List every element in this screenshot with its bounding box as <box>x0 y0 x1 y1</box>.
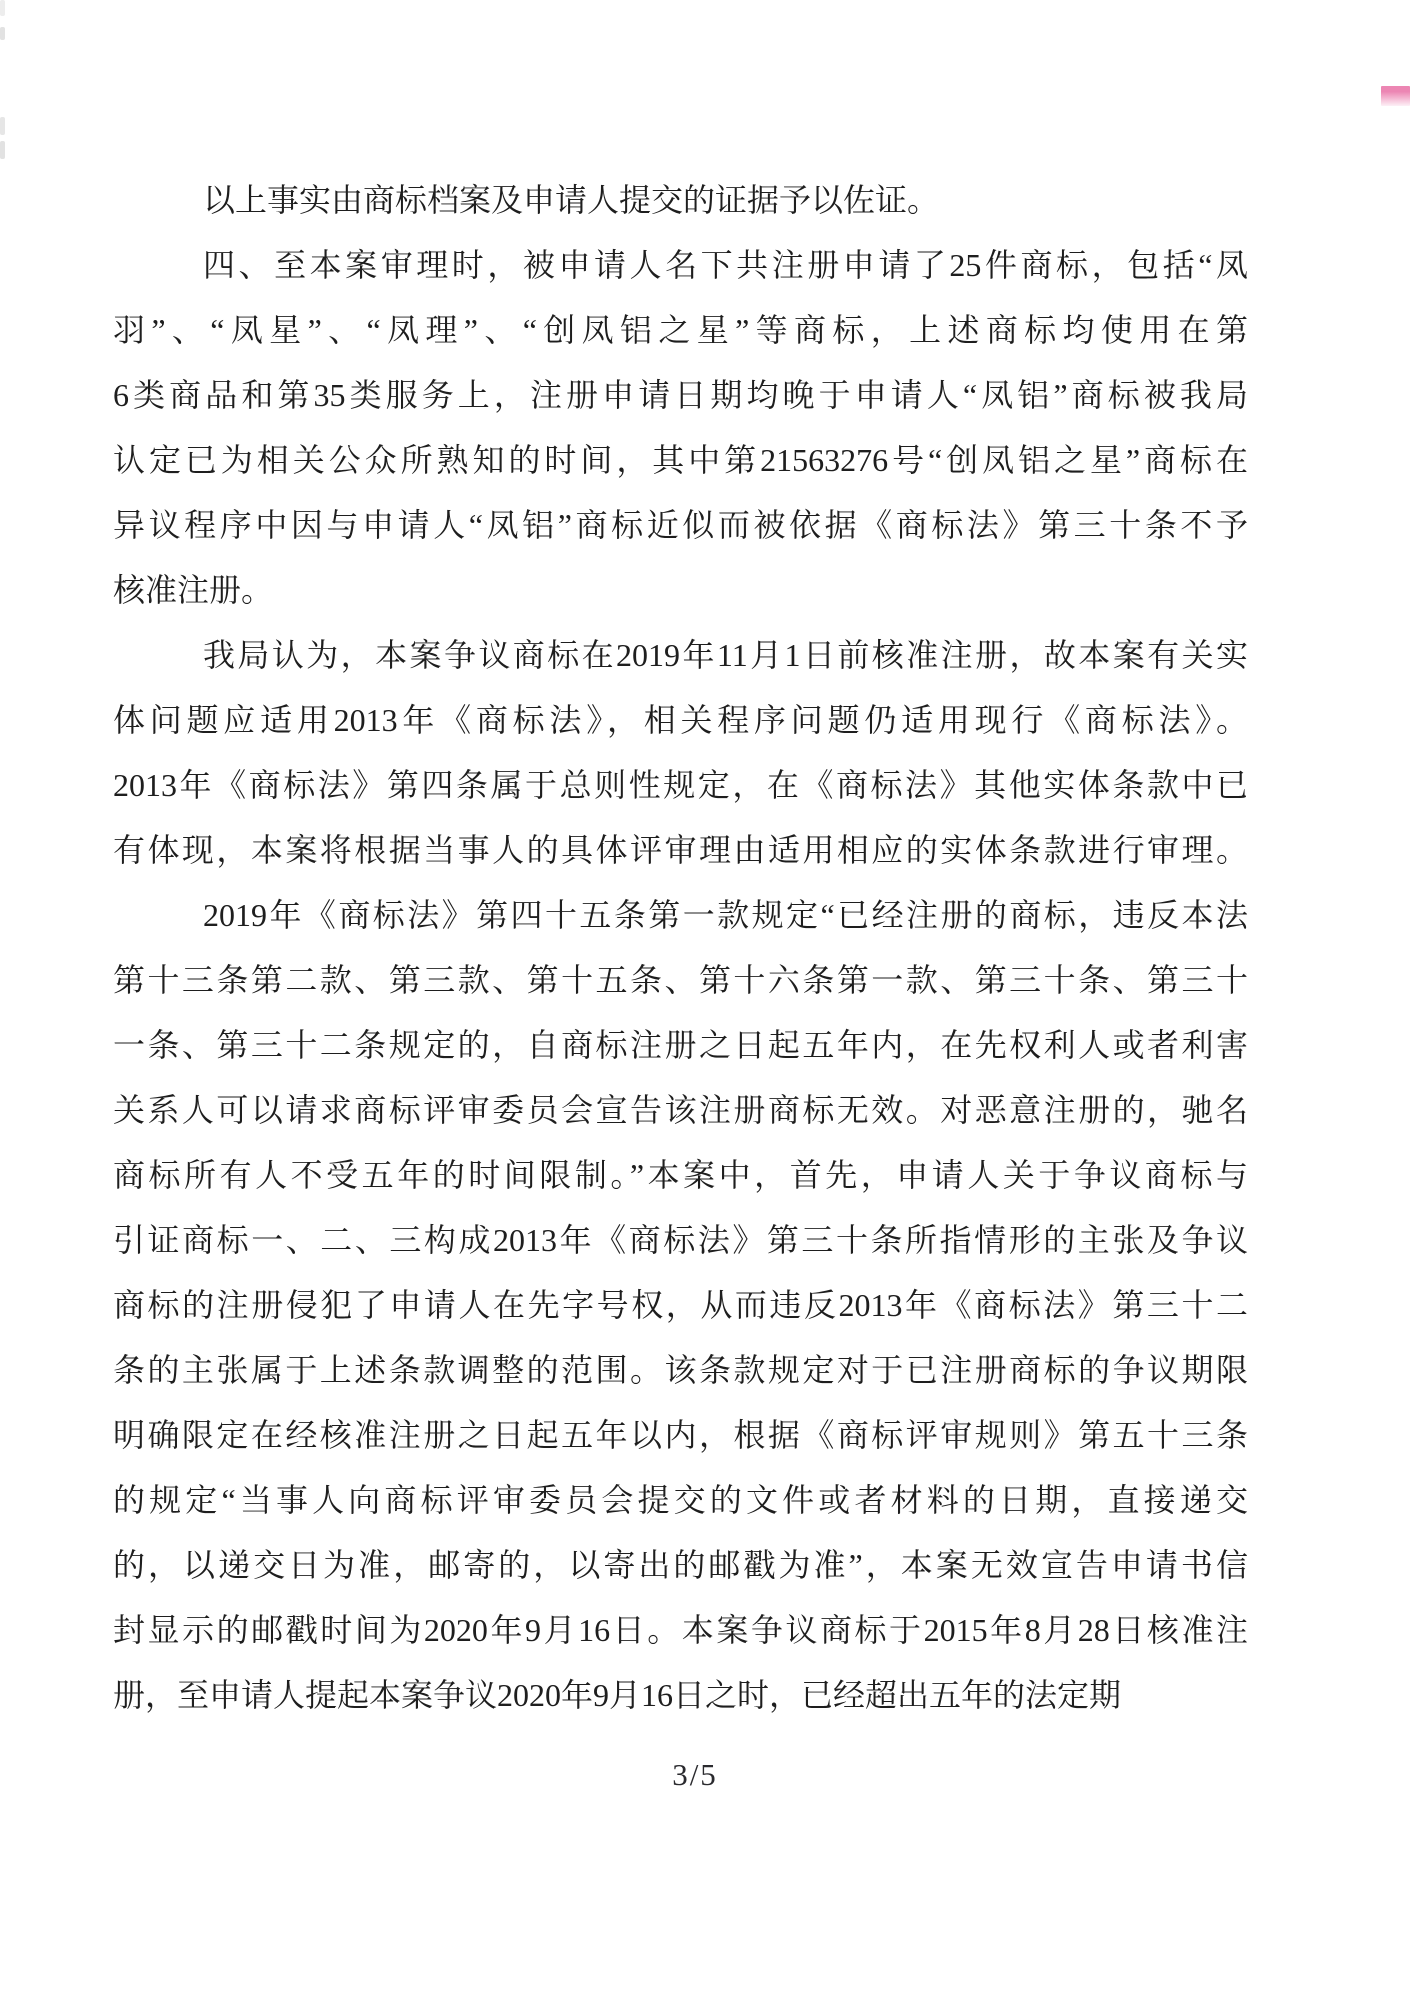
text-line: 商标所有人不受五年的时间限制。”本案中，首先，申请人关于争议商标与 <box>113 1157 1248 1193</box>
page-number: 3/5 <box>672 1757 718 1792</box>
text-line: 一条、第三十二条规定的，自商标注册之日起五年内，在先权利人或者利害 <box>113 1027 1248 1063</box>
scan-artifact <box>0 141 5 159</box>
text-line: 羽”、“凤星”、“凤理”、“创凤铝之星”等商标，上述商标均使用在第 <box>113 312 1248 348</box>
text-line: 的，以递交日为准，邮寄的，以寄出的邮戳为准”，本案无效宣告申请书信 <box>113 1547 1248 1583</box>
text-line: 的规定“当事人向商标评审委员会提交的文件或者材料的日期，直接递交 <box>113 1482 1248 1518</box>
text-line: 商标的注册侵犯了申请人在先字号权，从而违反2013年《商标法》第三十二 <box>113 1287 1248 1323</box>
scan-artifact <box>0 0 5 16</box>
text-line: 有体现，本案将根据当事人的具体评审理由适用相应的实体条款进行审理。 <box>113 832 1248 868</box>
text-line: 引证商标一、二、三构成2013年《商标法》第三十条所指情形的主张及争议 <box>113 1222 1248 1258</box>
text-line: 封显示的邮戳时间为2020年9月16日。本案争议商标于2015年8月28日核准注 <box>113 1612 1248 1648</box>
text-line: 核准注册。 <box>113 572 274 608</box>
scan-artifact <box>0 117 5 135</box>
text-line: 第十三条第二款、第三款、第十五条、第十六条第一款、第三十条、第三十 <box>113 962 1248 998</box>
text-line: 以上事实由商标档案及申请人提交的证据予以佐证。 <box>203 182 940 218</box>
pink-highlighter-mark <box>1381 86 1410 106</box>
scan-artifact <box>0 27 5 40</box>
text-line: 关系人可以请求商标评审委员会宣告该注册商标无效。对恶意注册的，驰名 <box>113 1092 1248 1128</box>
text-line: 条的主张属于上述条款调整的范围。该条款规定对于已注册商标的争议期限 <box>113 1352 1248 1388</box>
text-line: 异议程序中因与申请人“凤铝”商标近似而被依据《商标法》第三十条不予 <box>113 507 1248 543</box>
text-line: 2019年《商标法》第四十五条第一款规定“已经注册的商标，违反本法 <box>203 897 1248 933</box>
text-line: 明确限定在经核准注册之日起五年以内，根据《商标评审规则》第五十三条 <box>113 1417 1248 1453</box>
document-body-text <box>113 168 1248 1728</box>
text-line: 6类商品和第35类服务上，注册申请日期均晚于申请人“凤铝”商标被我局 <box>113 377 1248 413</box>
text-line: 四、至本案审理时，被申请人名下共注册申请了25件商标，包括“凤 <box>203 247 1248 283</box>
text-line: 册，至申请人提起本案争议2020年9月16日之时，已经超出五年的法定期 <box>113 1677 1122 1713</box>
text-line: 体问题应适用2013年《商标法》，相关程序问题仍适用现行《商标法》。 <box>113 702 1248 738</box>
text-line: 2013年《商标法》第四条属于总则性规定，在《商标法》其他实体条款中已 <box>113 767 1248 803</box>
text-line: 我局认为，本案争议商标在2019年11月1日前核准注册，故本案有关实 <box>203 637 1248 673</box>
text-line: 认定已为相关公众所熟知的时间，其中第21563276号“创凤铝之星”商标在 <box>113 442 1248 478</box>
